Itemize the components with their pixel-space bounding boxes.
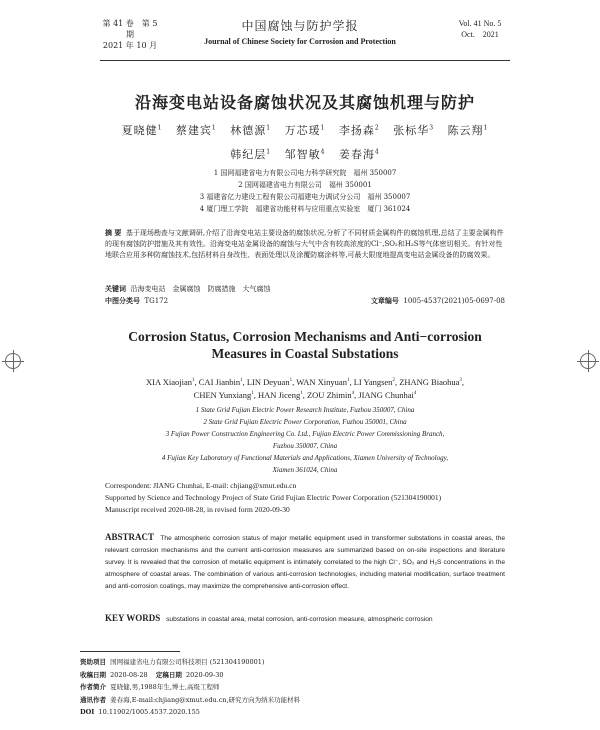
author-cn: 陈云翔$^1$ xyxy=(447,124,489,137)
author-cn: 韩纪层$^1$ xyxy=(230,148,272,161)
footnotes xyxy=(80,656,520,719)
title-en-line2: Measures in Coastal Substations xyxy=(211,346,399,361)
keywords-cn-text: 沿海变电站 金属腐蚀 防腐措施 大气腐蚀 xyxy=(130,285,271,293)
abstract-en-label: ABSTRACT xyxy=(105,532,155,542)
author-en: LIN Deyuan$^1$ xyxy=(246,376,293,387)
authors-en-line2: CHEN Yunxiang$^1$, HAN Jiceng$^1$, ZOU Zhimin$^4$, JIANG Chunhai$^4$ xyxy=(193,389,417,400)
registration-mark-left xyxy=(5,353,21,369)
authors-en xyxy=(100,375,510,401)
author-cn: 万芯瑗$^1$ xyxy=(284,124,326,137)
authors-en-line1: XIA Xiaojian$^1$, CAI Jianbin$^1$, LIN Deyuan$^1$, WAN Xinyuan$^1$, LI Yangsen$^2$, ZHANG Biaohua$^3$, xyxy=(145,376,465,387)
funding-statement: Supported by Science and Technology Project of State Grid Fujian Electric Power Corporation (521304190001) xyxy=(105,493,442,502)
author-cn: 夏晓健$^1$ xyxy=(121,124,163,137)
correspondent: Correspondent: JIANG Chunhai, E-mail: chjiang@xmut.edu.cn xyxy=(105,481,297,490)
article-meta-en xyxy=(105,480,505,516)
author-en: ZOU Zhimin$^4$ xyxy=(306,389,355,400)
volume-issue-cn: 第 41 卷 第 5 期 xyxy=(102,19,158,39)
footnote-dates: 收稿日期 2020-08-28 定稿日期 2020-09-30 xyxy=(80,670,224,679)
author-cn: 张标华$^3$ xyxy=(393,124,435,137)
date-en: Oct. 2021 xyxy=(461,30,499,39)
affiliation-cn: 4 厦门理工学院 福建省功能材料与应用重点实验室 厦门 361024 xyxy=(199,205,411,213)
footnote-author: 作者简介 夏晓健,男,1988年生,博士,高级工程师 xyxy=(80,683,220,691)
registration-mark-right xyxy=(580,353,596,369)
header-rule xyxy=(100,60,510,61)
article-number: 文章编号 1005-4537(2021)05-0697-08 xyxy=(370,296,505,305)
footnote-funding: 资助项目 国网福建省电力有限公司科技项目 (521304190001) xyxy=(80,658,265,666)
author-cn: 林德源$^1$ xyxy=(230,124,272,137)
affiliations-cn xyxy=(100,167,510,215)
abstract-cn xyxy=(105,227,505,261)
volume-issue-en: Vol. 41 No. 5 xyxy=(458,19,502,28)
author-en: HAN Jiceng$^1$ xyxy=(257,389,303,400)
header-volume-cn xyxy=(100,18,160,51)
affiliations-en xyxy=(100,404,510,476)
footnote-contact: 通讯作者 姜春海,E-mail:chjiang@xmut.edu.cn,研究方向为纳米功能材料 xyxy=(80,695,301,704)
keywords-en xyxy=(105,612,505,626)
abstract-cn-text: 基于现场勘查与文献调研,介绍了沿海变电站主要设备的腐蚀状况,分析了不同材质金属构件的腐蚀机理,总结了主要金属构件的现有腐蚀防护措施及其有效性。沿海变电站金属设备的腐蚀与大气中含有较高浓度的Cl⁻,SO₂和H₂S等气体密切相关。有针对性地联合应用多种防腐蚀技术,包括材料自身改性、表面处理以及涂覆防腐涂料等,可最大限度地提高变电站金属设备的防腐效果。 xyxy=(105,229,504,259)
author-en: XIA Xiaojian$^1$ xyxy=(145,376,195,387)
keywords-en-label: KEY WORDS xyxy=(105,613,161,623)
article-title-cn: 沿海变电站设备腐蚀状况及其腐蚀机理与防护 xyxy=(134,93,475,112)
classification-row xyxy=(105,296,505,306)
header-journal xyxy=(160,17,440,46)
clc-number: 中图分类号 TG172 xyxy=(105,296,169,305)
affiliation-en: 3 Fujian Power Construction Engineering Co. Ltd., Fujian Electric Power Commissioning Branch, xyxy=(165,430,445,438)
affiliation-en: 1 State Grid Fujian Electric Power Research Institute, Fuzhou 350007, China xyxy=(195,406,415,414)
keywords-cn-label: 关键词 xyxy=(105,284,126,293)
author-cn: 李扬森$^2$ xyxy=(338,124,380,137)
affiliation-en: Xiamen 361024, China xyxy=(272,466,338,474)
abstract-en-text: The atmospheric corrosion status of major metallic equipment used in transformer substations in coastal areas, the relevant corrosion mechanisms and the current anti-corrosion measures are summarized based on on-site inspections and literature survey. It is revealed that the corrosion of metallic equipment is intimately correlated to the high Cl⁻, SO₂ and H₂S concentrations in the atmosphere of coastal areas. The combination of various anti-corrosion technologies, including material modification, surface treatment and anti-corrosion coatings, may maximize the comprehensive anti-corrosion effect. xyxy=(105,535,506,590)
author-en: ZHANG Biaohua$^3$ xyxy=(399,376,462,387)
affiliation-en: Fuzhou 350007, China xyxy=(272,442,338,450)
affiliation-cn: 3 福建省亿力建设工程有限公司福建电力调试分公司 福州 350007 xyxy=(199,193,411,201)
authors-cn-line2 xyxy=(100,146,510,162)
author-en: CHEN Yunxiang$^1$ xyxy=(193,389,254,400)
manuscript-dates: Manuscript received 2020-08-28, in revised form 2020-09-30 xyxy=(105,505,290,514)
journal-title-en: Journal of Chinese Society for Corrosion and Protection xyxy=(204,37,396,46)
author-cn: 姜春海$^4$ xyxy=(338,148,380,161)
abstract-en xyxy=(105,531,505,593)
title-en-line1: Corrosion Status, Corrosion Mechanisms and Anti−corrosion xyxy=(128,329,482,344)
affiliation-cn: 2 国网福建省电力有限公司 福州 350001 xyxy=(238,181,372,189)
author-en: WAN Xinyuan$^1$ xyxy=(296,376,350,387)
header-volume-en xyxy=(450,18,510,40)
keywords-en-text: substations in coastal area, metal corrosion, anti-corrosion measure, atmospheric corrosion xyxy=(166,616,433,623)
author-en: LI Yangsen$^2$ xyxy=(353,376,395,387)
journal-title-cn: 中国腐蚀与防护学报 xyxy=(241,19,359,33)
authors-cn-line1 xyxy=(100,122,510,138)
date-cn: 2021 年 10 月 xyxy=(102,41,158,50)
footnote-doi: DOI 10.11902/1005.4537.2020.155 xyxy=(80,708,200,716)
abstract-cn-label: 摘 要 xyxy=(105,228,122,237)
author-en: CAI Jianbin$^1$ xyxy=(198,376,243,387)
keywords-cn xyxy=(105,283,505,295)
article-title-en xyxy=(100,328,510,362)
affiliation-en: 4 Fujian Key Laboratory of Functional Materials and Applications, Xiamen University of Technology, xyxy=(161,454,449,462)
affiliation-en: 2 State Grid Fujian Electric Power Corporation, Fuzhou 350001, China xyxy=(203,418,407,426)
author-cn: 蔡建宾$^1$ xyxy=(175,124,217,137)
author-cn: 邹智敏$^4$ xyxy=(284,148,326,161)
author-en: JIANG Chunhai$^4$ xyxy=(358,389,417,400)
affiliation-cn: 1 国网福建省电力有限公司电力科学研究院 福州 350007 xyxy=(213,169,397,177)
footnote-rule xyxy=(80,651,180,652)
